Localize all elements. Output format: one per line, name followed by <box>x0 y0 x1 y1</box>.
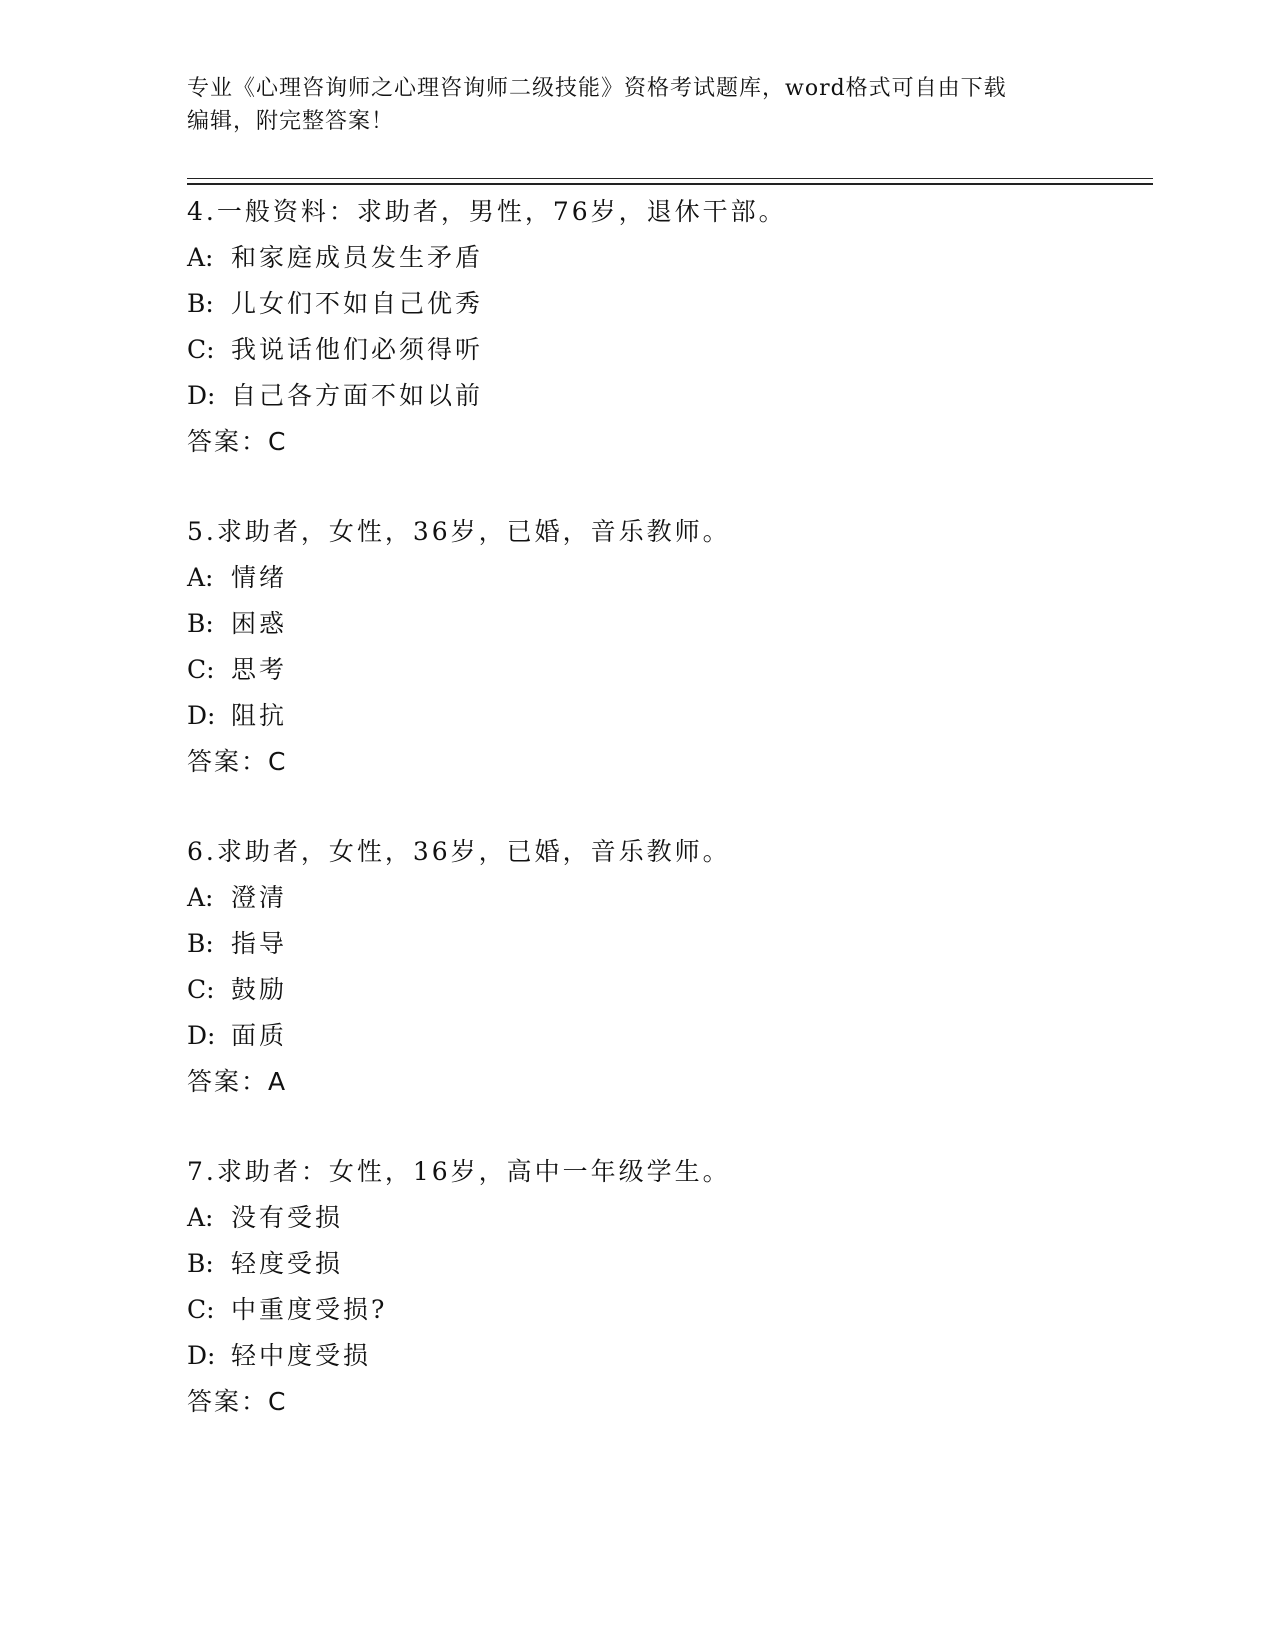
question-block <box>187 509 1127 785</box>
option-letter: B: <box>187 929 214 958</box>
question-stem: 4.一般资料：求助者，男性，76岁，退休干部。 <box>187 197 787 226</box>
option-letter: D: <box>187 1021 216 1050</box>
option-text: 轻度受损 <box>231 1249 344 1278</box>
option-letter: C: <box>187 335 215 364</box>
option-letter: D: <box>187 381 216 410</box>
option-text: 自己各方面不如以前 <box>231 381 484 410</box>
answer-line: 答案：C <box>187 1387 288 1416</box>
option-text: 思考 <box>231 655 288 684</box>
option-text: 鼓励 <box>231 975 288 1004</box>
document-header <box>187 72 1067 138</box>
option-letter: D: <box>187 701 216 730</box>
option-text: 面质 <box>231 1021 288 1050</box>
option-text: 指导 <box>231 929 288 958</box>
option-text: 澄清 <box>231 883 288 912</box>
option-c <box>187 327 1127 373</box>
option-d <box>187 1333 1127 1379</box>
question-block <box>187 189 1127 465</box>
option-text: 和家庭成员发生矛盾 <box>231 243 484 272</box>
option-text: 中重度受损? <box>231 1295 388 1324</box>
option-b <box>187 601 1127 647</box>
option-letter: C: <box>187 1295 215 1324</box>
option-text: 困惑 <box>231 609 288 638</box>
option-letter: A: <box>187 1203 214 1232</box>
option-letter: A: <box>187 563 214 592</box>
question-stem: 5.求助者，女性，36岁，已婚，音乐教师。 <box>187 517 731 546</box>
option-d <box>187 1013 1127 1059</box>
option-letter: A: <box>187 883 214 912</box>
option-text: 我说话他们必须得听 <box>231 335 484 364</box>
header-divider-top <box>187 178 1153 179</box>
question-stem: 7.求助者：女性，16岁，高中一年级学生。 <box>187 1157 731 1186</box>
option-b <box>187 921 1127 967</box>
option-a <box>187 555 1127 601</box>
option-a <box>187 875 1127 921</box>
header-divider-bottom <box>187 183 1153 185</box>
option-c <box>187 647 1127 693</box>
option-b <box>187 281 1127 327</box>
option-letter: D: <box>187 1341 216 1370</box>
option-letter: B: <box>187 1249 214 1278</box>
option-a <box>187 235 1127 281</box>
option-d <box>187 693 1127 739</box>
question-block <box>187 1149 1127 1425</box>
answer-line: 答案：C <box>187 747 288 776</box>
option-c <box>187 1287 1127 1333</box>
option-a <box>187 1195 1127 1241</box>
answer-line: 答案：C <box>187 427 288 456</box>
option-letter: C: <box>187 975 215 1004</box>
option-letter: C: <box>187 655 215 684</box>
option-c <box>187 967 1127 1013</box>
option-text: 情绪 <box>231 563 288 592</box>
option-letter: B: <box>187 609 214 638</box>
question-block <box>187 829 1127 1105</box>
option-text: 阻抗 <box>231 701 288 730</box>
option-letter: B: <box>187 289 214 318</box>
option-text: 儿女们不如自己优秀 <box>231 289 484 318</box>
header-line-1: 专业《心理咨询师之心理咨询师二级技能》资格考试题库，word格式可自由下载 <box>187 76 1007 101</box>
option-letter: A: <box>187 243 214 272</box>
question-stem: 6.求助者，女性，36岁，已婚，音乐教师。 <box>187 837 731 866</box>
header-line-2: 编辑，附完整答案！ <box>187 109 395 134</box>
option-d <box>187 373 1127 419</box>
option-text: 没有受损 <box>231 1203 344 1232</box>
option-b <box>187 1241 1127 1287</box>
option-text: 轻中度受损 <box>231 1341 372 1370</box>
answer-line: 答案：A <box>187 1067 288 1096</box>
